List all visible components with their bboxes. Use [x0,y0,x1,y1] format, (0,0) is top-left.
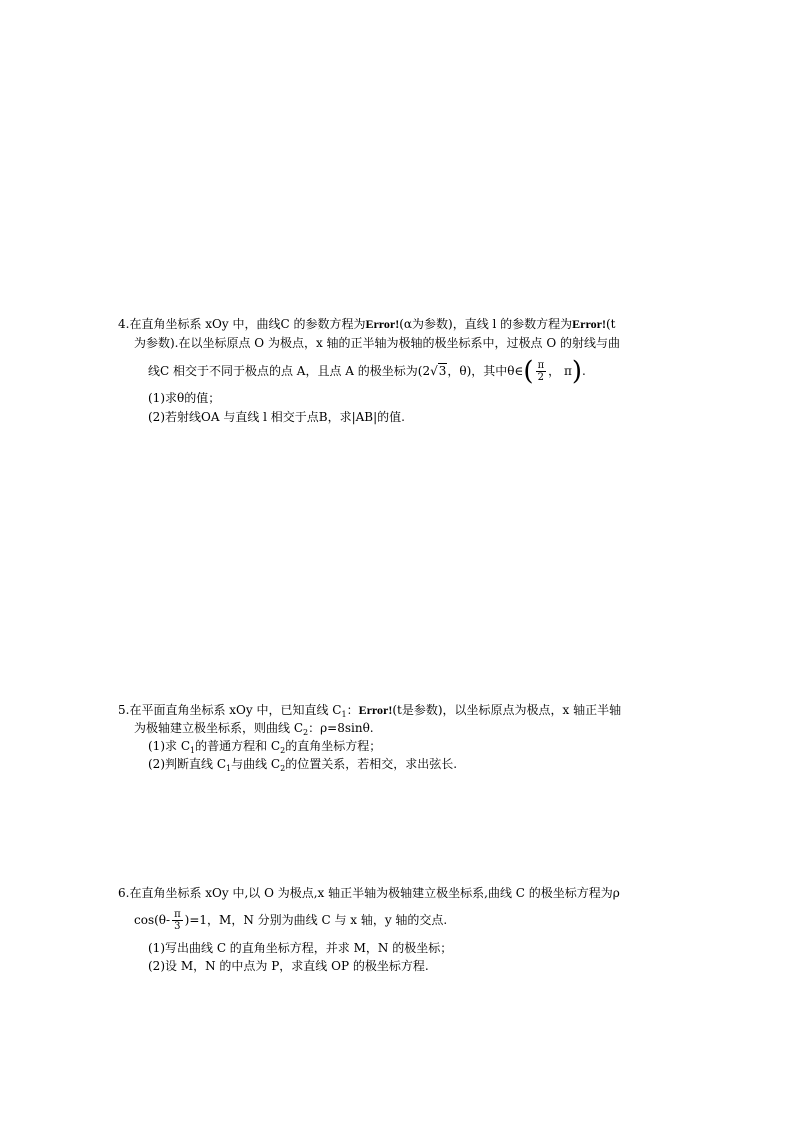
problem-5-question-2: (2)判断直线 $C_1$与曲线 $C_2$的位置关系，若相交，求出弦长. [148,757,458,773]
problem-4-line-1: 4.在直角坐标系 xOy 中，曲线C 的参数方程为Error!(α为参数)，直线 l 的参数方程为Error!(t [118,317,616,331]
problem-5-question-1: (1)求 $C_1$的普通方程和 $C_2$的直角坐标方程； [148,739,382,755]
problem-4-line-3: 线C 相交于不同于极点的点 A，且点 A 的极坐标为(2√3，θ)，其中θ∈( $\frac{\pi}{2}$ ， π). [148,356,586,387]
fraction-pi-over-3: $\frac{\pi}{3}$ [174,909,181,932]
problem-6-question-2: (2)设 M，N 的中点为 P，求直线 OP 的极坐标方程. [148,959,429,973]
problem-4-line-2: 为参数).在以坐标原点 O 为极点，x 轴的正半轴为极轴的极坐标系中，过极点 O 的射线与曲 [134,336,621,350]
problem-5-line-1: 5.在平面直角坐标系 xOy 中，已知直线 $C_1$：Error!(t是参数)，以坐标原点为极点，x 轴正半轴 [118,703,622,719]
problem-6-line-2: cos(θ- $\frac{\pi}{3}$ )=1，M，N 分别为曲线 C 与 x 轴，y 轴的交点. [134,909,448,932]
problem-4-question-1: (1)求θ的值； [148,391,221,405]
problem-6-line-1: 6.在直角坐标系 xOy 中,以 O 为极点,x 轴正半轴为极轴建立极坐标系,曲线 C 的极坐标方程为ρ [118,886,620,900]
sqrt-3: √3 [430,364,447,378]
fraction-pi-over-2: $\frac{\pi}{2}$ [537,360,545,383]
problem-4-question-2: (2)若射线OA 与直线 l 相交于点B，求|AB|的值. [148,410,405,424]
problem-6-question-1: (1)写出曲线 C 的直角坐标方程，并求 M，N 的极坐标； [148,941,453,955]
problem-5-line-2: 为极轴建立极坐标系，则曲线 $C_2$：ρ=8sinθ. [134,721,374,737]
